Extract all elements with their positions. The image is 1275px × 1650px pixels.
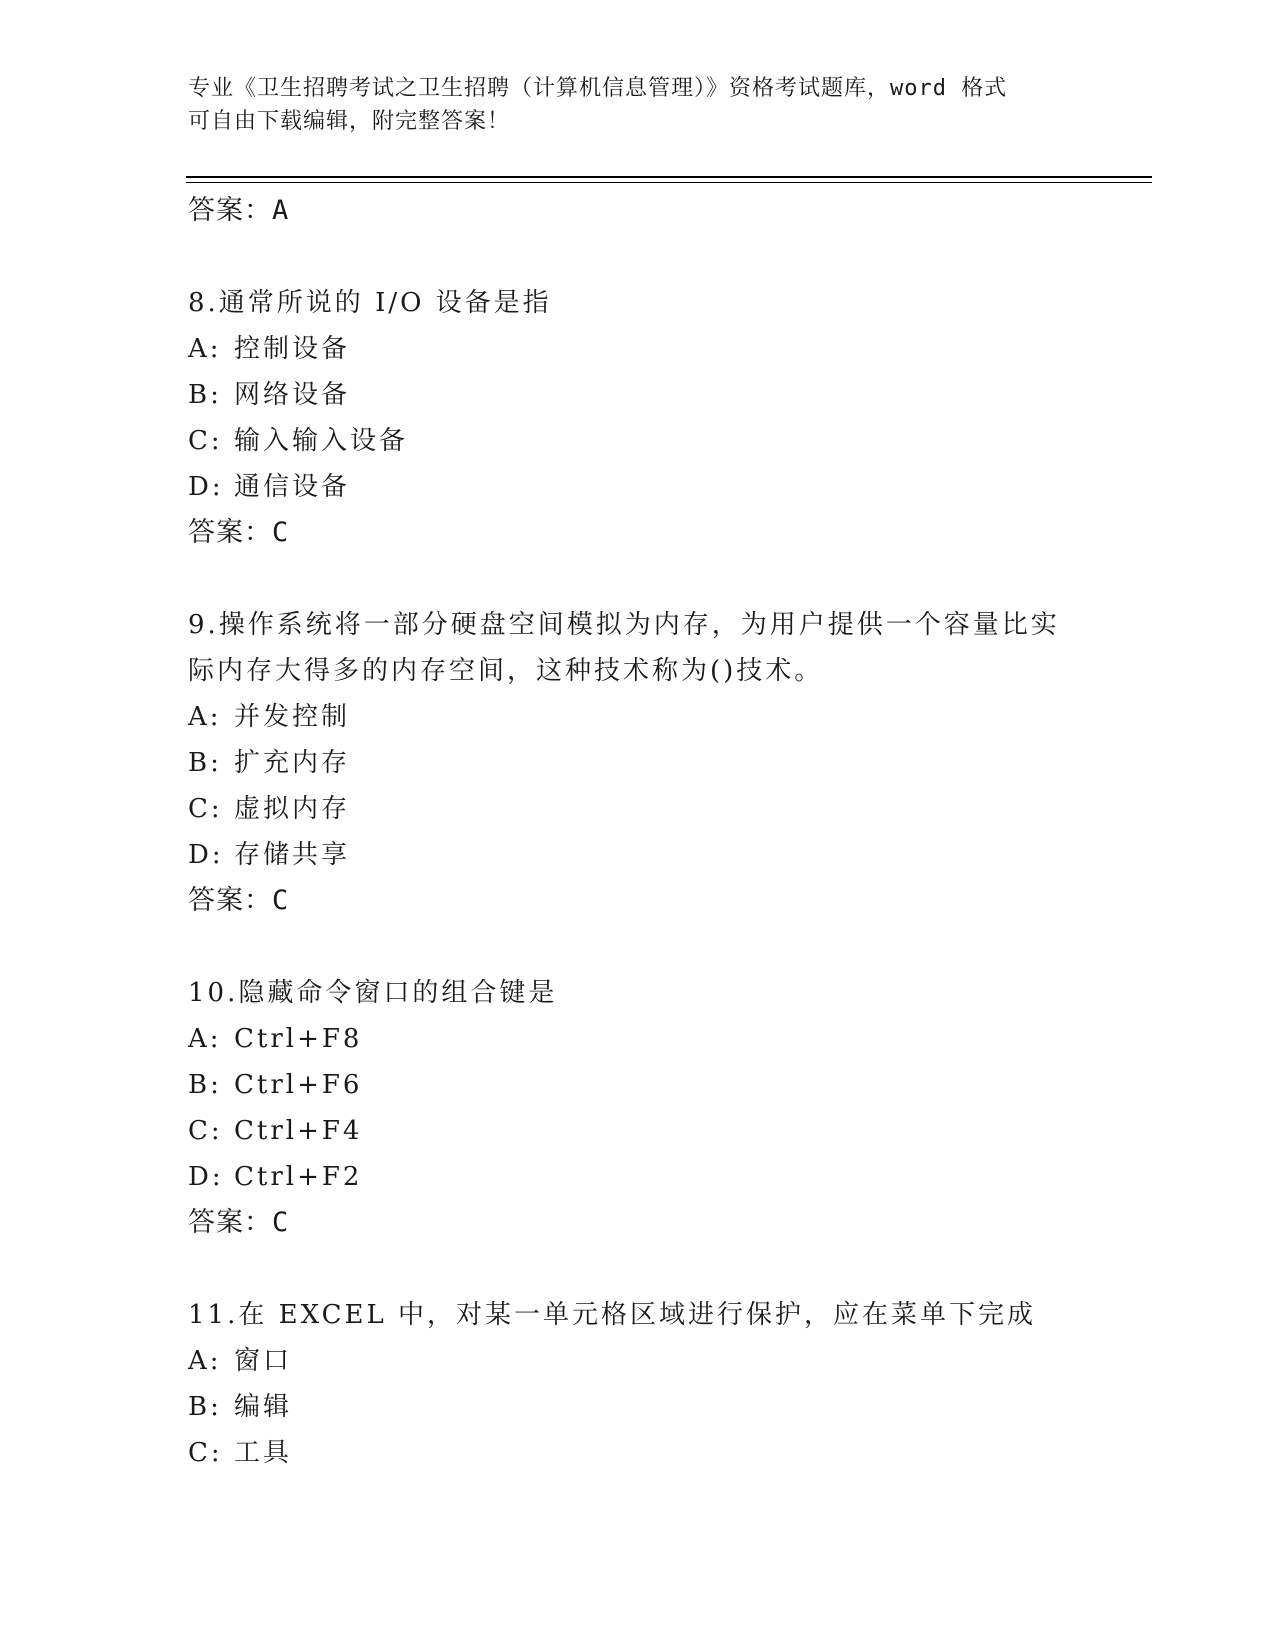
option-text: 工具 <box>234 1438 293 1468</box>
option-text: Ctrl+F8 <box>234 1024 363 1054</box>
option-text: 窗口 <box>234 1346 293 1376</box>
question-block <box>188 1292 1088 1476</box>
document-header <box>188 72 1088 138</box>
option-key: A: <box>188 702 222 732</box>
option-row <box>188 418 1088 464</box>
option-key: B: <box>188 748 222 778</box>
question-stem: 11.在 EXCEL 中，对某一单元格区域进行保护，应在菜单下完成 <box>188 1300 1037 1330</box>
option-text: 输入输入设备 <box>234 426 409 456</box>
option-key: B: <box>188 1070 222 1100</box>
option-row <box>188 832 1088 878</box>
answer-line: 答案：C <box>188 885 290 916</box>
option-text: 存储共享 <box>234 840 351 870</box>
header-line-2: 可自由下载编辑，附完整答案！ <box>188 109 511 134</box>
option-text: 虚拟内存 <box>234 794 351 824</box>
option-text: Ctrl+F4 <box>234 1116 363 1146</box>
option-row <box>188 1338 1088 1384</box>
option-row <box>188 464 1088 510</box>
option-row <box>188 1062 1088 1108</box>
option-key: D: <box>188 1162 224 1192</box>
option-text: 编辑 <box>234 1392 293 1422</box>
header-line-1: 专业《卫生招聘考试之卫生招聘（计算机信息管理）》资格考试题库，word 格式 <box>188 76 1008 101</box>
option-key: B: <box>188 380 222 410</box>
option-row <box>188 372 1088 418</box>
question-block <box>188 280 1088 556</box>
question-block <box>188 602 1088 924</box>
question-list <box>188 188 1088 1476</box>
question-spacer <box>188 1246 1088 1292</box>
option-key: C: <box>188 426 223 456</box>
question-stem: 8.通常所说的 I/O 设备是指 <box>188 288 552 318</box>
option-row <box>188 740 1088 786</box>
option-key: A: <box>188 1346 222 1376</box>
option-row <box>188 694 1088 740</box>
question-stem: 10.隐藏命令窗口的组合键是 <box>188 978 558 1008</box>
option-key: C: <box>188 794 223 824</box>
option-key: A: <box>188 334 222 364</box>
previous-answer: 答案：A <box>188 195 290 226</box>
option-text: 通信设备 <box>234 472 351 502</box>
question-stem: 9.操作系统将一部分硬盘空间模拟为内存，为用户提供一个容量比实 <box>188 610 1060 640</box>
option-row <box>188 1384 1088 1430</box>
answer-line: 答案：C <box>188 1207 290 1238</box>
answer-line: 答案：C <box>188 517 290 548</box>
option-text: Ctrl+F6 <box>234 1070 363 1100</box>
option-text: 扩充内存 <box>234 748 351 778</box>
option-key: C: <box>188 1438 223 1468</box>
option-row <box>188 1108 1088 1154</box>
option-row <box>188 326 1088 372</box>
option-key: D: <box>188 840 224 870</box>
option-key: C: <box>188 1116 223 1146</box>
question-spacer <box>188 924 1088 970</box>
question-spacer <box>188 234 1088 280</box>
option-key: B: <box>188 1392 222 1422</box>
option-text: 网络设备 <box>234 380 351 410</box>
question-block <box>188 970 1088 1246</box>
header-divider-top <box>186 176 1152 178</box>
option-text: Ctrl+F2 <box>234 1162 363 1192</box>
option-row <box>188 1430 1088 1476</box>
question-spacer <box>188 556 1088 602</box>
option-text: 控制设备 <box>234 334 351 364</box>
header-divider-bottom <box>186 182 1152 183</box>
option-row <box>188 1154 1088 1200</box>
option-text: 并发控制 <box>234 702 351 732</box>
question-stem: 际内存大得多的内存空间，这种技术称为()技术。 <box>188 656 824 686</box>
option-key: A: <box>188 1024 222 1054</box>
option-row <box>188 1016 1088 1062</box>
option-row <box>188 786 1088 832</box>
option-key: D: <box>188 472 224 502</box>
